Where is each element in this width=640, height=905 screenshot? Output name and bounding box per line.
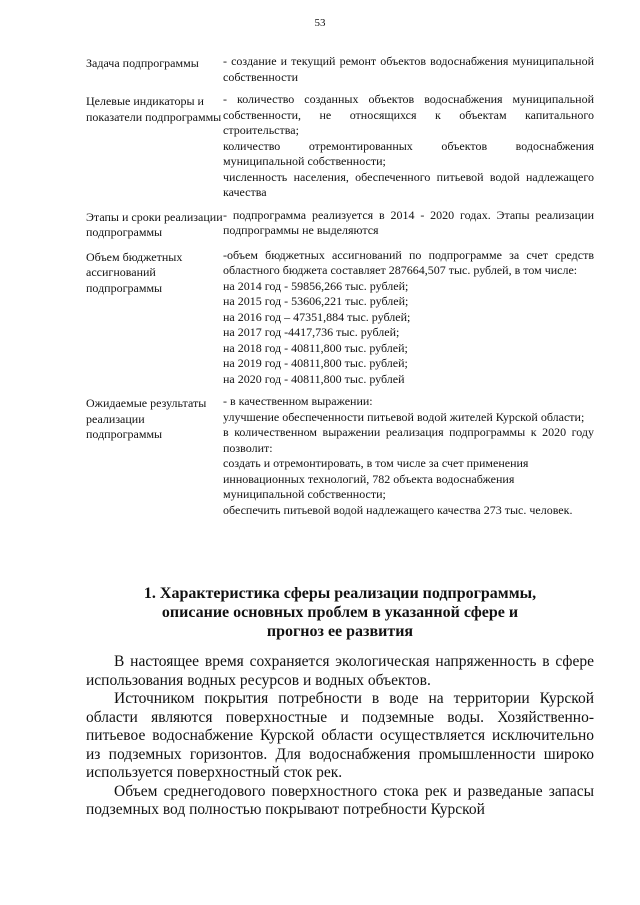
content-line: на 2018 год - 40811,800 тыс. рублей; bbox=[223, 340, 408, 355]
content-line: на 2016 год – 47351,884 тыс. рублей; bbox=[223, 309, 411, 324]
row-label: Этапы и сроки реализации подпрограммы bbox=[86, 209, 223, 239]
content-line: создать и отремонтировать, в том числе за счет применения инновационных технологий, 782 объекта водоснабжения муниципальной собственности; bbox=[223, 456, 529, 501]
content-line: -объем бюджетных ассигнований по подпрограмме за счет средств областного бюджета составляет 287664,507 тыс. рублей, в том числе: bbox=[223, 247, 594, 277]
content-line: обеспечить питьевой водой надлежащего качества 273 тыс. человек. bbox=[223, 502, 573, 517]
heading-line: описание основных проблем в указанной сфере и bbox=[161, 604, 519, 621]
paragraph: В настоящее время сохраняется экологическая напряженность в сфере использования водных ресурсов и водных объектов. bbox=[86, 653, 594, 689]
row-label: Ожидаемые результаты реализации подпрограммы bbox=[86, 396, 207, 441]
content-line: численность населения, обеспеченного питьевой водой надлежащего качества bbox=[223, 169, 594, 199]
paragraph: Объем среднегодового поверхностного стока рек и разведаные запасы подземных вод полностью покрывают потребности Курской bbox=[86, 782, 594, 818]
row-content bbox=[223, 248, 594, 388]
passport-row-indicators bbox=[86, 92, 594, 201]
content-line: на 2015 год - 53606,221 тыс. рублей; bbox=[223, 294, 409, 308]
row-content bbox=[223, 54, 594, 85]
content-line: на 2020 год - 40811,800 тыс. рублей bbox=[223, 371, 405, 386]
row-label: Объем бюджетных ассигнований подпрограммы bbox=[86, 249, 183, 295]
row-label: Целевые индикаторы и показатели подпрограммы bbox=[86, 94, 222, 124]
content-line: - создание и текущий ремонт объектов водоснабжения муниципальной собственности bbox=[223, 54, 594, 84]
passport-row-budget bbox=[86, 248, 594, 388]
content-line: в количественном выражении реализация подпрограммы к 2020 году позволит: bbox=[223, 425, 594, 455]
content-line: на 2017 год -4417,736 тыс. рублей; bbox=[223, 325, 400, 339]
content-line: улучшение обеспеченности питьевой водой жителей Курской области; bbox=[223, 409, 585, 424]
row-content bbox=[223, 394, 594, 518]
content-line: - количество созданных объектов водоснабжения муниципальной собственности, не относящихся к объектам капитального строительства; bbox=[223, 92, 594, 137]
paragraph: Источником покрытия потребности в воде на территории Курской области являются поверхностные и подземные воды. Хозяйственно-питьевое водоснабжение Курской области осуществляется исключительно из подземных горизонтов. Для водоснабжения промышленности широко используется поверхностный сток рек. bbox=[86, 690, 594, 781]
content-line: на 2019 год - 40811,800 тыс. рублей; bbox=[223, 356, 408, 370]
heading-line: 1. Характеристика сферы реализации подпрограммы, bbox=[143, 585, 537, 602]
page-number: 53 bbox=[314, 17, 326, 29]
heading-line: прогноз ее развития bbox=[266, 623, 414, 640]
passport-row-results bbox=[86, 394, 594, 518]
content-line: - подпрограмма реализуется в 2014 - 2020 годах. Этапы реализации подпрограммы не выделяются bbox=[223, 207, 594, 237]
row-label: Задача подпрограммы bbox=[86, 56, 199, 70]
content-line: количество отремонтированных объектов водоснабжения муниципальной собственности; bbox=[223, 138, 594, 168]
passport-row-stages bbox=[86, 208, 594, 241]
row-content bbox=[223, 92, 594, 201]
passport-row-task bbox=[86, 54, 594, 85]
content-line: на 2014 год - 59856,266 тыс. рублей; bbox=[223, 278, 409, 293]
body-text bbox=[86, 653, 594, 820]
content-line: - в качественном выражении: bbox=[223, 394, 373, 408]
subprogram-passport-table bbox=[86, 54, 594, 525]
row-content bbox=[223, 208, 594, 241]
section-heading bbox=[86, 584, 594, 641]
